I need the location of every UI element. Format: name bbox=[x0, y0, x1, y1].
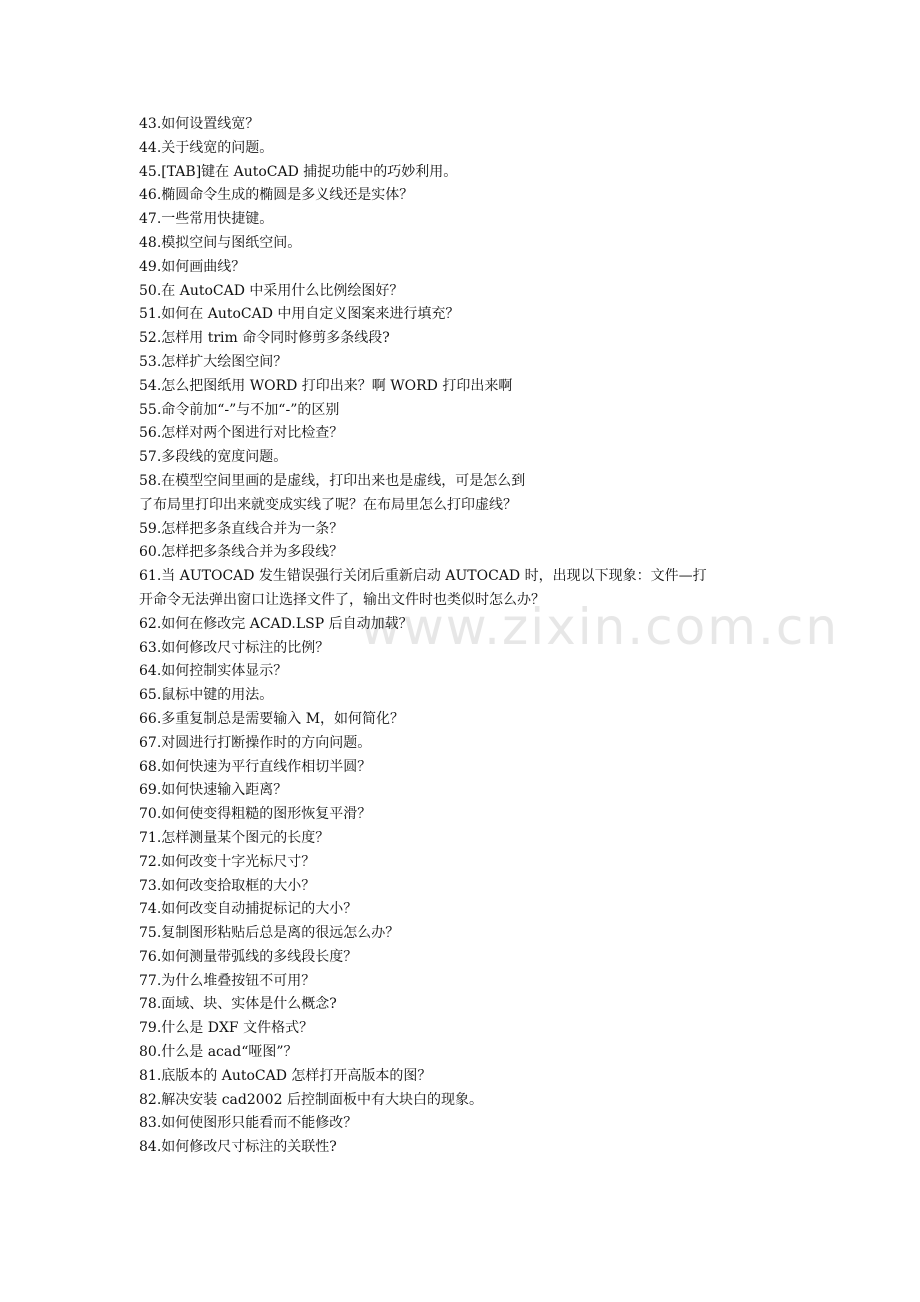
list-item: 83.如何使图形只能看而不能修改？ bbox=[139, 1115, 358, 1132]
list-item: 53.怎样扩大绘图空间？ bbox=[139, 353, 288, 370]
list-item: 60.怎样把多条线合并为多段线？ bbox=[139, 544, 344, 561]
list-item: 50.在 AutoCAD 中采用什么比例绘图好？ bbox=[139, 282, 404, 299]
list-item: 46.椭圆命令生成的椭圆是多义线还是实体？ bbox=[139, 187, 414, 204]
list-item: 51.如何在 AutoCAD 中用自定义图案来进行填充？ bbox=[139, 306, 460, 323]
list-item: 48.模拟空间与图纸空间。 bbox=[139, 234, 302, 251]
list-item: 70.如何使变得粗糙的图形恢复平滑？ bbox=[139, 806, 372, 823]
list-item: 55.命令前加“-”与不加“-”的区别 bbox=[139, 401, 340, 418]
list-item: 75.复制图形粘贴后总是离的很远怎么办？ bbox=[139, 925, 400, 942]
question-list bbox=[139, 113, 789, 1160]
list-item: 74.如何改变自动捕捉标记的大小？ bbox=[139, 901, 358, 918]
list-item: 80.什么是 acad“哑图”？ bbox=[139, 1044, 298, 1061]
list-item: 69.如何快速输入距离？ bbox=[139, 782, 288, 799]
list-item: 62.如何在修改完 ACAD.LSP 后自动加载？ bbox=[139, 615, 413, 632]
list-item: 64.如何控制实体显示？ bbox=[139, 663, 288, 680]
list-item: 59.怎样把多条直线合并为一条？ bbox=[139, 520, 344, 537]
list-item: 77.为什么堆叠按钮不可用？ bbox=[139, 972, 316, 989]
list-item: 54.怎么把图纸用 WORD 打印出来？啊 WORD 打印出来啊 bbox=[139, 377, 513, 394]
list-item: 73.如何改变拾取框的大小？ bbox=[139, 877, 316, 894]
list-item: 68.如何快速为平行直线作相切半圆？ bbox=[139, 758, 372, 775]
list-item: 76.如何测量带弧线的多线段长度？ bbox=[139, 948, 358, 965]
list-item: 63.如何修改尺寸标注的比例？ bbox=[139, 639, 330, 656]
list-item: 84.如何修改尺寸标注的关联性? bbox=[139, 1139, 337, 1156]
list-item: 57.多段线的宽度问题。 bbox=[139, 449, 288, 466]
list-item: 82.解决安装 cad2002 后控制面板中有大块白的现象。 bbox=[139, 1091, 483, 1108]
watermark: www.zixin.com.cn bbox=[360, 598, 840, 656]
list-item: 81.底版本的 AutoCAD 怎样打开高版本的图？ bbox=[139, 1067, 432, 1084]
list-item: 44.关于线宽的问题。 bbox=[139, 139, 274, 156]
list-item: 43.如何设置线宽？ bbox=[139, 116, 260, 132]
list-item: 71.怎样测量某个图元的长度？ bbox=[139, 829, 330, 846]
list-item: 56.怎样对两个图进行对比检查？ bbox=[139, 425, 344, 442]
list-item: 开命令无法弹出窗口让选择文件了，输出文件时也类似时怎么办？ bbox=[139, 591, 545, 608]
list-item: 66.多重复制总是需要输入 M，如何简化？ bbox=[139, 710, 405, 727]
list-item: 79.什么是 DXF 文件格式？ bbox=[139, 1020, 314, 1037]
list-item: 67.对圆进行打断操作时的方向问题。 bbox=[139, 734, 372, 751]
list-item: 61.当 AUTOCAD 发生错误强行关闭后重新启动 AUTOCAD 时，出现以下现象：文件—打 bbox=[139, 568, 707, 585]
list-item: 47.一些常用快捷键。 bbox=[139, 211, 274, 228]
list-item: 78.面域、块、实体是什么概念? bbox=[139, 996, 337, 1013]
list-item: 65.鼠标中键的用法。 bbox=[139, 687, 274, 704]
list-item: 72.如何改变十字光标尺寸？ bbox=[139, 853, 316, 870]
list-item: 52.怎样用 trim 命令同时修剪多条线段? bbox=[139, 330, 390, 347]
list-item: 了布局里打印出来就变成实线了呢？在布局里怎么打印虚线？ bbox=[139, 496, 517, 513]
list-item: 45.[TAB]键在 AutoCAD 捕捉功能中的巧妙利用。 bbox=[139, 163, 458, 180]
list-item: 49.如何画曲线？ bbox=[139, 258, 246, 275]
list-item: 58.在模型空间里画的是虚线，打印出来也是虚线，可是怎么到 bbox=[139, 472, 526, 489]
